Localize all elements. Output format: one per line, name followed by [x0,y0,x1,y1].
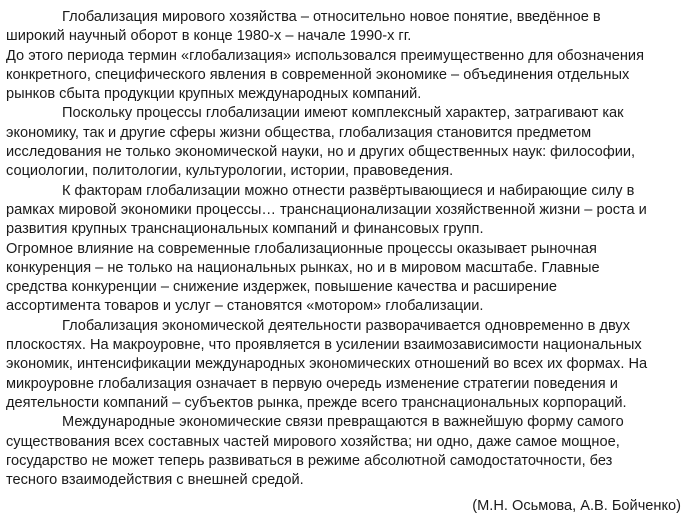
text-line: рамках мировой экономики процессы… транснационализации хозяйственной жизни – роста и [6,201,647,218]
text-line: социологии, политологии, культурологии, истории, правоведения. [6,163,454,180]
text-line: исследования не только экономической науки, но и других общественных наук: философии, [6,144,636,161]
text-line: Международные экономические связи превращаются в важнейшую форму самого [62,414,624,431]
paragraph-complex-character [6,104,683,181]
text-line: Глобализация экономической деятельности разворачивается одновременно в двух [62,317,630,334]
text-line: Поскольку процессы глобализации имеют комплексный характер, затрагивают как [62,105,624,122]
text-line: конкретного, специфического явления в современной экономике – объединения отдельных [6,66,630,83]
text-line: До этого периода термин «глобализация» использовался преимущественно для обозначения [6,47,644,64]
text-line: Глобализация мирового хозяйства – относительно новое понятие, введённое в [62,9,601,25]
text-line: широкий научный оборот в конце 1980-х – начале 1990-х гг. [6,28,412,45]
text-line: Огромное влияние на современные глобализационные процессы оказывает рыночная [6,240,597,257]
paragraph-factors [6,182,683,317]
text-line: ассортимента товаров и услуг – становятся «мотором» глобализации. [6,298,484,315]
text-line: государство не может теперь развиваться в режиме абсолютной самодостаточности, без [6,452,613,469]
paragraph-globalization-definition [6,8,683,104]
text-line: средства конкуренции – снижение издержек, повышение качества и расширение [6,279,558,296]
text-line: экономик, интенсификации международных экономических отношений во всех их формах. На [6,356,648,373]
text-line: плоскостях. На макроуровне, что проявляется в усилении взаимозависимости национальных [6,337,642,354]
paragraph-two-levels [6,317,683,413]
text-line: тесного взаимодействия с внешней средой. [6,472,304,489]
text-line: существования всех составных частей мирового хозяйства; ни одно, даже самое мощное, [6,433,620,450]
attribution: (М.Н. Осьмова, А.В. Бойченко) [472,498,681,514]
text-line: развития крупных транснациональных компаний и финансовых групп. [6,221,484,238]
text-line: деятельности компаний – субъектов рынка, прежде всего транснациональных корпораций. [6,394,627,411]
text-line: экономику, так и другие сферы жизни общества, глобализация становится предметом [6,124,592,141]
paragraph-international-ties [6,413,683,490]
text-line: микроуровне глобализация означает в первую очередь изменение стратегии поведения и [6,375,618,392]
text-line: К факторам глобализации можно отнести развёртывающиеся и набирающие силу в [62,182,635,199]
text-line: конкуренция – не только на национальных рынках, но и в мировом масштабе. Главные [6,259,600,276]
text-line: рынков сбыта продукции крупных международных компаний. [6,86,422,103]
